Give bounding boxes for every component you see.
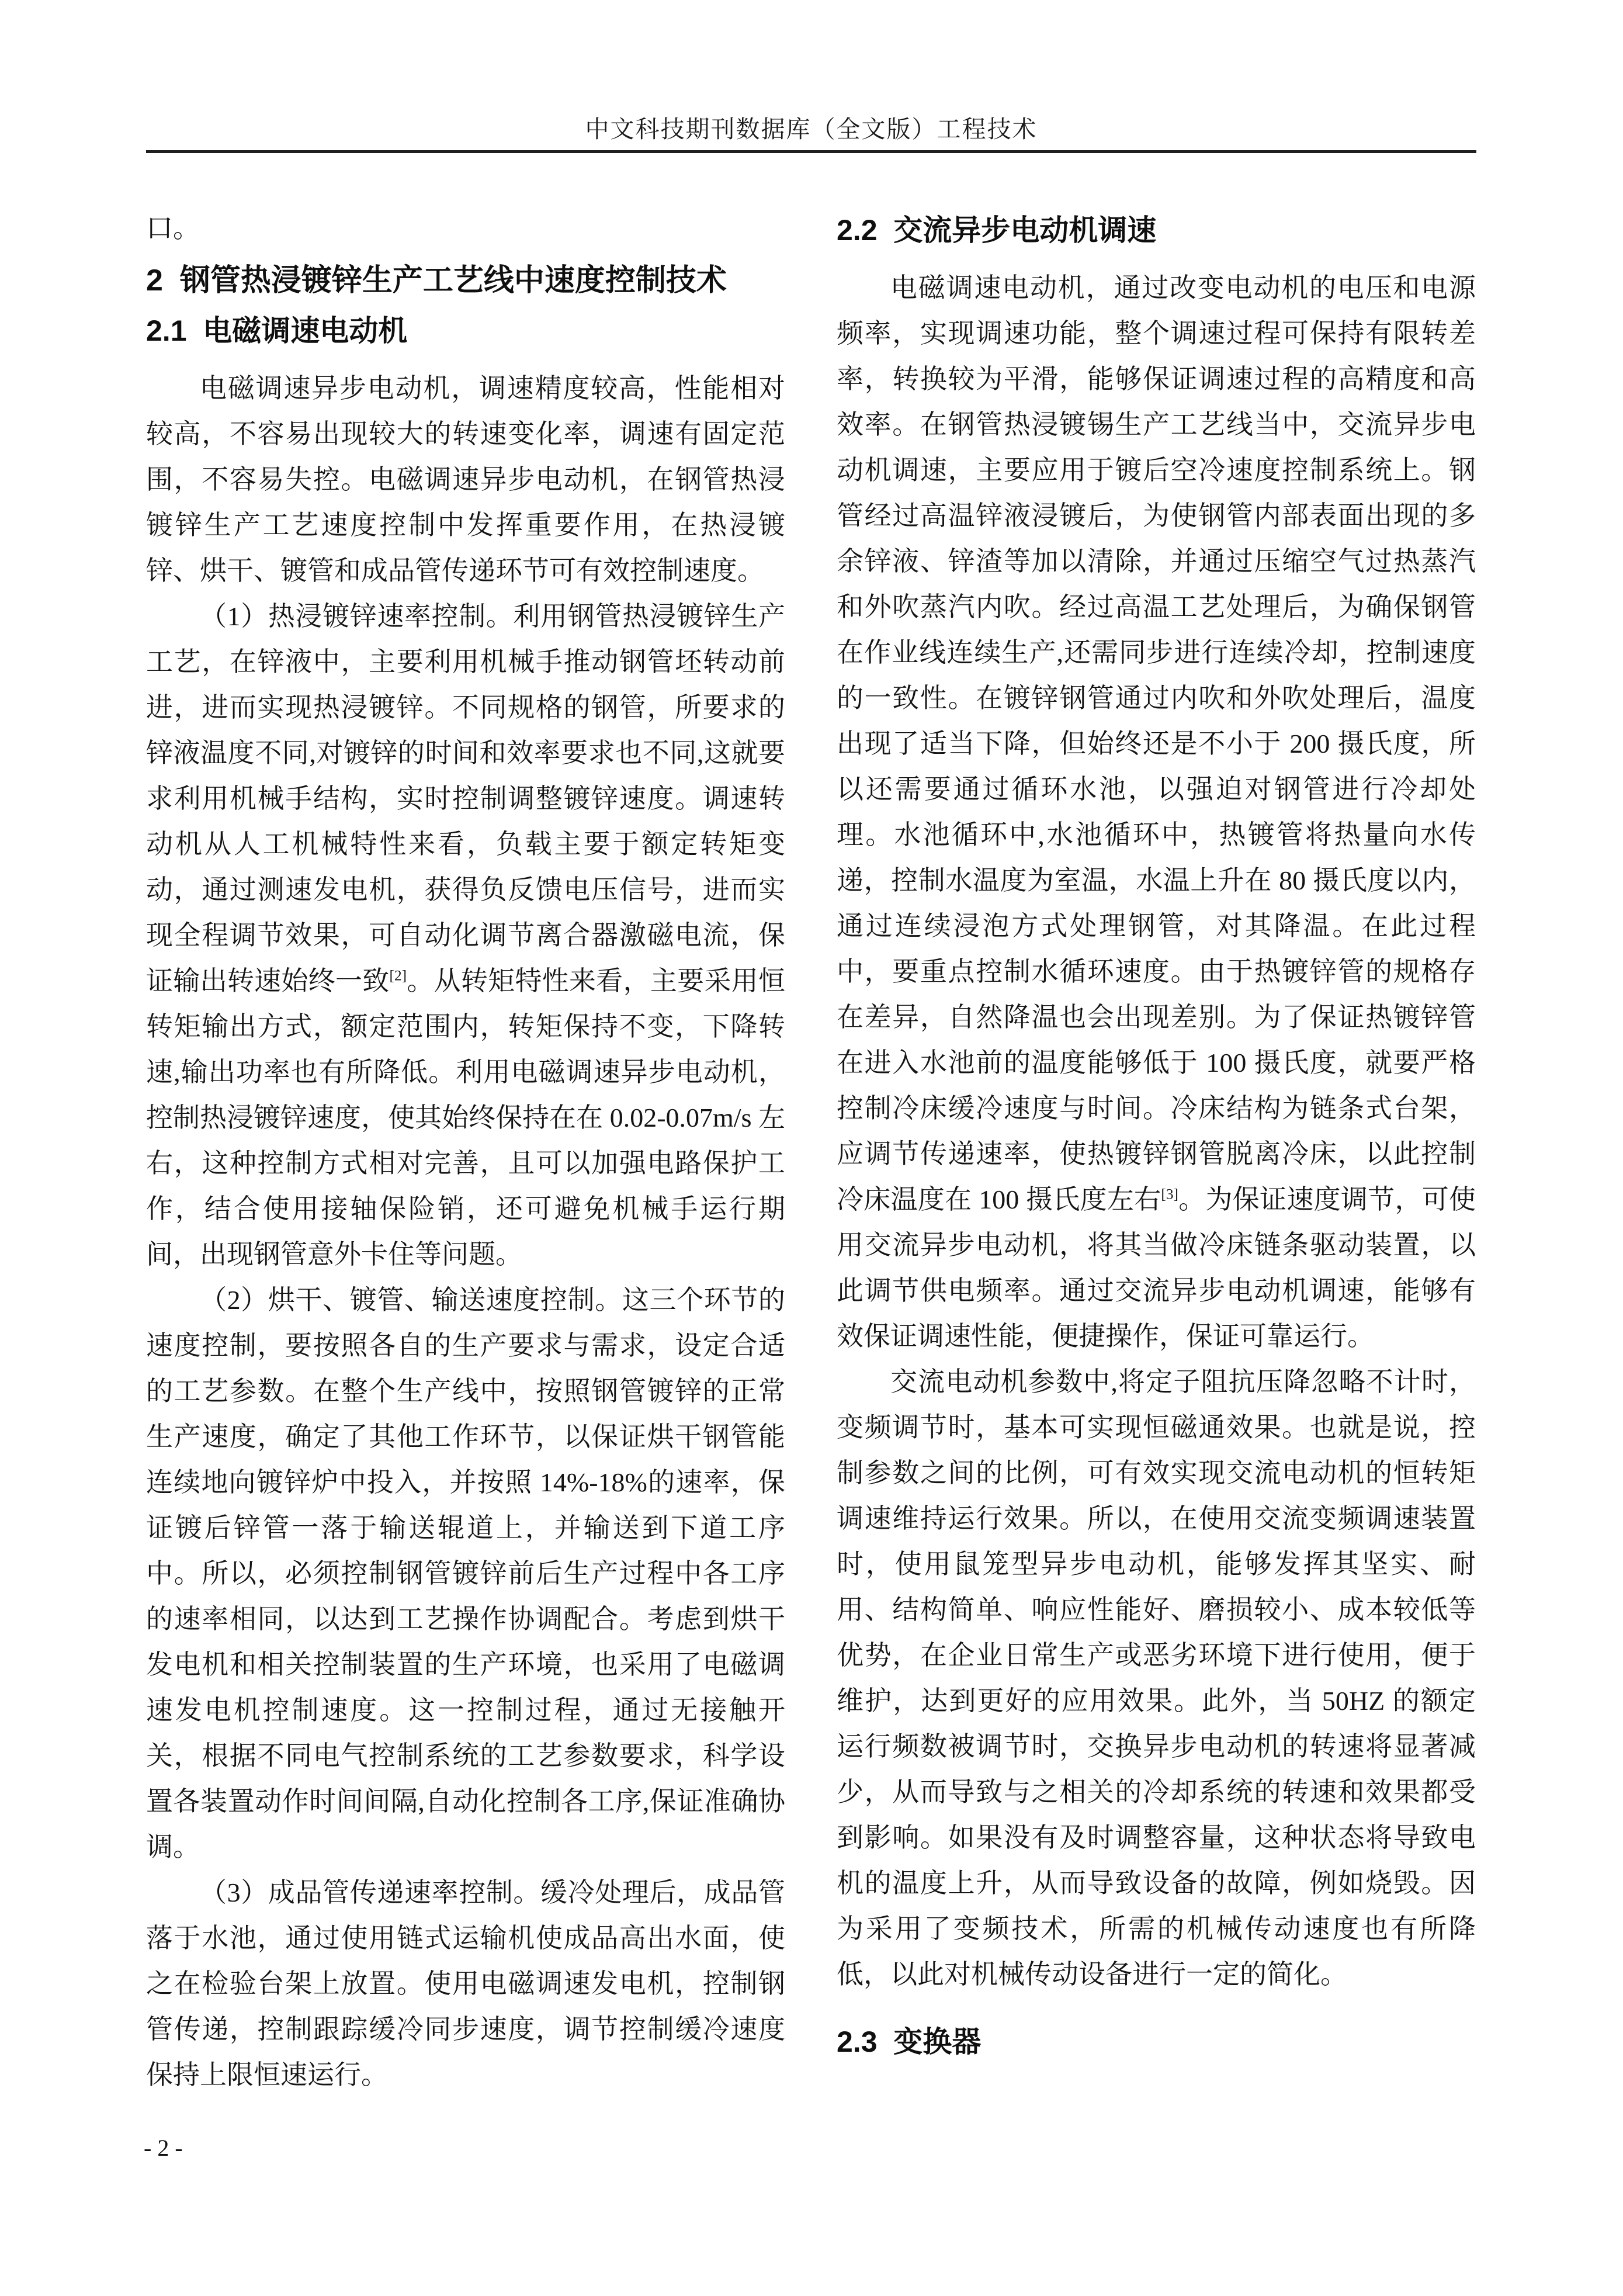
journal-header-title: 中文科技期刊数据库（全文版）工程技术 (585, 116, 1038, 143)
column-right (837, 206, 1476, 2064)
paragraph-electromagnetic-intro: 电磁调速异步电动机，调速精度较高，性能相对较高，不容易出现较大的转速变化率，调速有固定范围，不容易失控。电磁调速异步电动机，在钢管热浸镀锌生产工艺速度控制中发挥重要作用，在热浸镀锌、烘干、镀管和成品管传递环节可有效控制速度。 (146, 373, 785, 586)
citation-marker-2: [2] (389, 967, 407, 984)
paragraph-ac-motor-parameters: 交流电动机参数中,将定子阻抗压降忽略不计时，变频调节时，基本可实现恒磁通效果。也就是说，控制参数之间的比例，可有效实现交流电动机的恒转矩调速维持运行效果。所以，在使用交流变频调速装置时，使用鼠笼型异步电动机，能够发挥其坚实、耐用、结构简单、响应性能好、磨损较小、成本较低等优势，在企业日常生产或恶劣环境下进行使用，便于维护，达到更好的应用效果。此外，当 50HZ 的额定运行频数被调节时，交换异步电动机的转速将显著减少，从而导致与之相关的冷却系统的转速和效果都受到影响。如果没有及时调整容量，这种状态将导致电机的温度上升，从而导致设备的故障，例如烧毁。因为采用了变频技术，所需的机械传动速度也有所降低，以此对机械传动设备进行一定的简化。 (837, 1367, 1476, 1989)
page-number: - 2 - (144, 2135, 183, 2161)
paragraph-item1-text-after: 。从转矩特性来看，主要采用恒转矩输出方式，额定范围内，转矩保持不变，下降转速,输出功率也有所降低。利用电磁调速异步电动机，控制热浸镀锌速度，使其始终保持在在 0.02-0.07m/s 左右，这种控制方式相对完善，且可以加强电路保护工作，结合使用接轴保险销，还可避免机械手运行期间，出现钢管意外卡住等问题。 (146, 966, 786, 1269)
paragraph-ac-text-after: 。为保证速度调节，可使用交流异步电动机，将其当做冷床链条驱动装置，以此调节供电频率。通过交流异步电动机调速，能够有效保证调速性能，便捷操作，保证可靠运行。 (837, 1185, 1476, 1351)
paragraph-item1-hot-dip-rate (146, 594, 785, 1277)
paragraph-item1-text-before: （1）热浸镀锌速率控制。利用钢管热浸镀锌生产工艺，在锌液中，主要利用机械手推动钢管坯转动前进，进而实现热浸镀锌。不同规格的钢管，所要求的锌液温度不同,对镀锌的时间和效率要求也不同,这就要求利用机械手结构，实时控制调整镀锌速度。调速转动机从人工机械特性来看，负载主要于额定转矩变动，通过测速发电机，获得负反馈电压信号，进而实现全程调节效果，可自动化调节离合器激磁电流，保证输出转速始终一致 (146, 601, 785, 996)
paragraph-item2-drying-conveying: （2）烘干、镀管、输送速度控制。这三个环节的速度控制，要按照各自的生产要求与需求，设定合适的工艺参数。在整个生产线中，按照钢管镀锌的正常生产速度，确定了其他工作环节，以保证烘干钢管能连续地向镀锌炉中投入，并按照 14%-18%的速率，保证镀后锌管一落于输送辊道上，并输送到下道工序中。所以，必须控制钢管镀锌前后生产过程中各工序的速率相同，以达到工艺操作协调配合。考虑到烘干发电机和相关控制装置的生产环境，也采用了电磁调速发电机控制速度。这一控制过程，通过无接触开关，根据不同电气控制系统的工艺参数要求，科学设置各装置动作时间间隔,自动化控制各工序,保证准确协调。 (146, 1285, 785, 1862)
two-column-layout (146, 206, 1476, 2098)
section-2-3-heading: 2.3 变换器 (837, 2025, 982, 2058)
header-divider-rule (146, 150, 1476, 153)
section-2-heading: 2 钢管热浸镀锌生产工艺线中速度控制技术 (146, 264, 727, 297)
section-2-2-heading: 2.2 交流异步电动机调速 (837, 214, 1157, 247)
paragraph-continuation: 口。 (146, 213, 200, 243)
paragraph-item3-finished-pipe: （3）成品管传递速率控制。缓冷处理后，成品管落于水池，通过使用链式运输机使成品高出水面，使之在检验台架上放置。使用电磁调速发电机，控制钢管传递，控制跟踪缓冷同步速度，调节控制缓冷速度保持上限恒速运行。 (146, 1878, 785, 2090)
column-left (146, 206, 785, 2098)
citation-marker-3: [3] (1161, 1186, 1178, 1203)
paragraph-ac-text-before: 电磁调速电动机，通过改变电动机的电压和电源频率，实现调速功能，整个调速过程可保持有限转差率，转换较为平滑，能够保证调速过程的高精度和高效率。在钢管热浸镀锡生产工艺线当中，交流异步电动机调速，主要应用于镀后空冷速度控制系统上。钢管经过高温锌液浸镀后，为使钢管内部表面出现的多余锌液、锌渣等加以清除，并通过压缩空气过热蒸汽和外吹蒸汽内吹。经过高温工艺处理后，为确保钢管在作业线连续生产,还需同步进行连续冷却，控制速度的一致性。在镀锌钢管通过内吹和外吹处理后，温度出现了适当下降，但始终还是不小于 200 摄氏度，所以还需要通过循环水池，以强迫对钢管进行冷却处理。水池循环中,水池循环中，热镀管将热量向水传递，控制水温度为室温，水温上升在 80 摄氏度以内，通过连续浸泡方式处理钢管，对其降温。在此过程中，要重点控制水循环速度。由于热镀锌管的规格存在差异，自然降温也会出现差别。为了保证热镀锌管在进入水池前的温度能够低于 100 摄氏度，就要严格控制冷床缓冷速度与时间。冷床结构为链条式台架，应调节传递速率，使热镀锌钢管脱离冷床，以此控制冷床温度在 100 摄氏度左右 (837, 273, 1476, 1214)
section-2-1-heading: 2.1 电磁调速电动机 (146, 314, 408, 347)
paragraph-ac-motor-speed (837, 265, 1476, 1359)
